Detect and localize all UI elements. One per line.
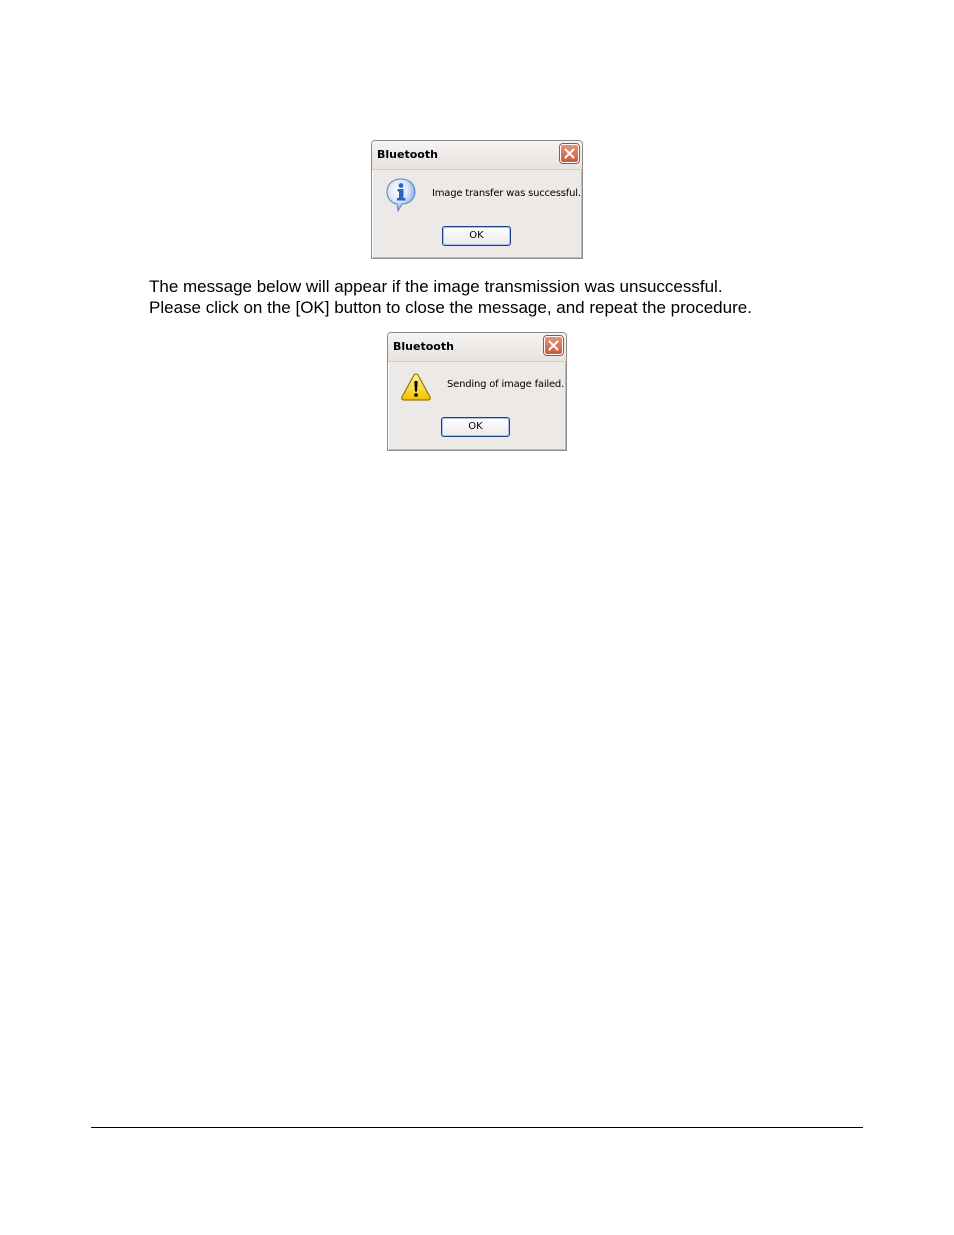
dialog-message: Image transfer was successful. — [432, 188, 581, 199]
close-icon — [548, 340, 559, 351]
warning-icon — [400, 372, 432, 402]
failure-dialog — [387, 332, 567, 451]
dialog-title: Bluetooth — [393, 340, 454, 353]
title-bar — [372, 141, 582, 170]
ok-button[interactable]: OK — [442, 226, 511, 246]
close-icon — [564, 148, 575, 159]
dialog-message: Sending of image failed. — [447, 379, 565, 390]
title-bar — [388, 333, 566, 362]
footer-divider — [91, 1127, 863, 1128]
close-button[interactable] — [544, 336, 563, 355]
paragraph-line-1: The message below will appear if the image transmission was unsuccessful. — [149, 277, 723, 296]
paragraph-line-2: Please click on the [OK] button to close the message, and repeat the procedure. — [149, 298, 752, 317]
instruction-paragraph — [149, 276, 752, 318]
info-icon — [385, 178, 417, 212]
ok-button[interactable]: OK — [441, 417, 510, 437]
close-button[interactable] — [560, 144, 579, 163]
success-dialog — [371, 140, 583, 259]
dialog-title: Bluetooth — [377, 148, 438, 161]
